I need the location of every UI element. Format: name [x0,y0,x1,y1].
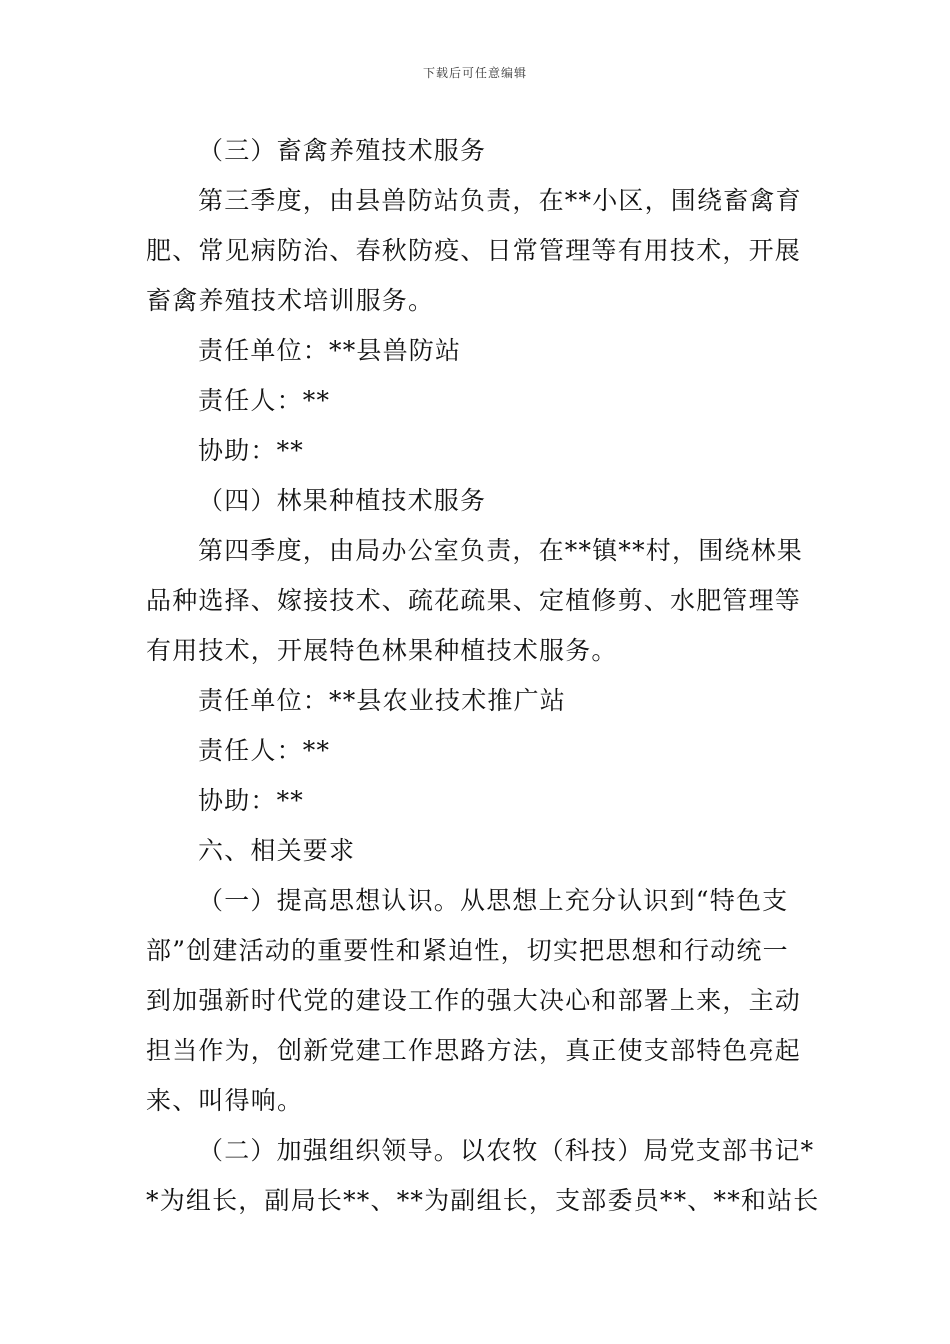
paragraph-line: 来、叫得响。 [146,1086,304,1115]
paragraph-line: 第四季度，由局办公室负责，在**镇**村，围绕林果 [198,536,804,565]
paragraph-line: 有用技术，开展特色林果种植技术服务。 [146,636,618,665]
responsible-unit: 责任单位：**县农业技术推广站 [198,686,567,715]
paragraph-line: 担当作为，创新党建工作思路方法，真正使支部特色亮起 [146,1036,802,1065]
paragraph-line: 第三季度，由县兽防站负责，在**小区，围绕畜禽育 [198,186,802,215]
responsible-person: 责任人：** [198,386,331,415]
assistant: 协助：** [198,786,305,815]
paragraph-line: *为组长，副局长**、**为副组长，支部委员**、**和站长 [146,1186,820,1215]
paragraph-line: 部”创建活动的重要性和紧迫性，切实把思想和行动统一 [146,936,789,965]
paragraph-line: 畜禽养殖技术培训服务。 [146,286,435,315]
section-heading-4: （四）林果种植技术服务 [198,486,487,515]
document-body [146,126,820,1226]
section-heading-6: 六、相关要求 [198,836,356,865]
paragraph-line: 到加强新时代党的建设工作的强大决心和部署上来，主动 [146,986,802,1015]
assistant: 协助：** [198,436,305,465]
paragraph-line: 肥、常见病防治、春秋防疫、日常管理等有用技术，开展 [146,236,802,265]
paragraph-line: （二）加强组织领导。以农牧（科技）局党支部书记* [198,1136,815,1165]
paragraph-line: 品种选择、嫁接技术、疏花疏果、定植修剪、水肥管理等 [146,586,802,615]
section-heading-3: （三）畜禽养殖技术服务 [198,136,487,165]
paragraph-line: （一）提高思想认识。从思想上充分认识到“特色支 [198,886,789,915]
responsible-unit: 责任单位：**县兽防站 [198,336,462,365]
responsible-person: 责任人：** [198,736,331,765]
page-header: 下载后可任意编辑 [422,66,527,80]
